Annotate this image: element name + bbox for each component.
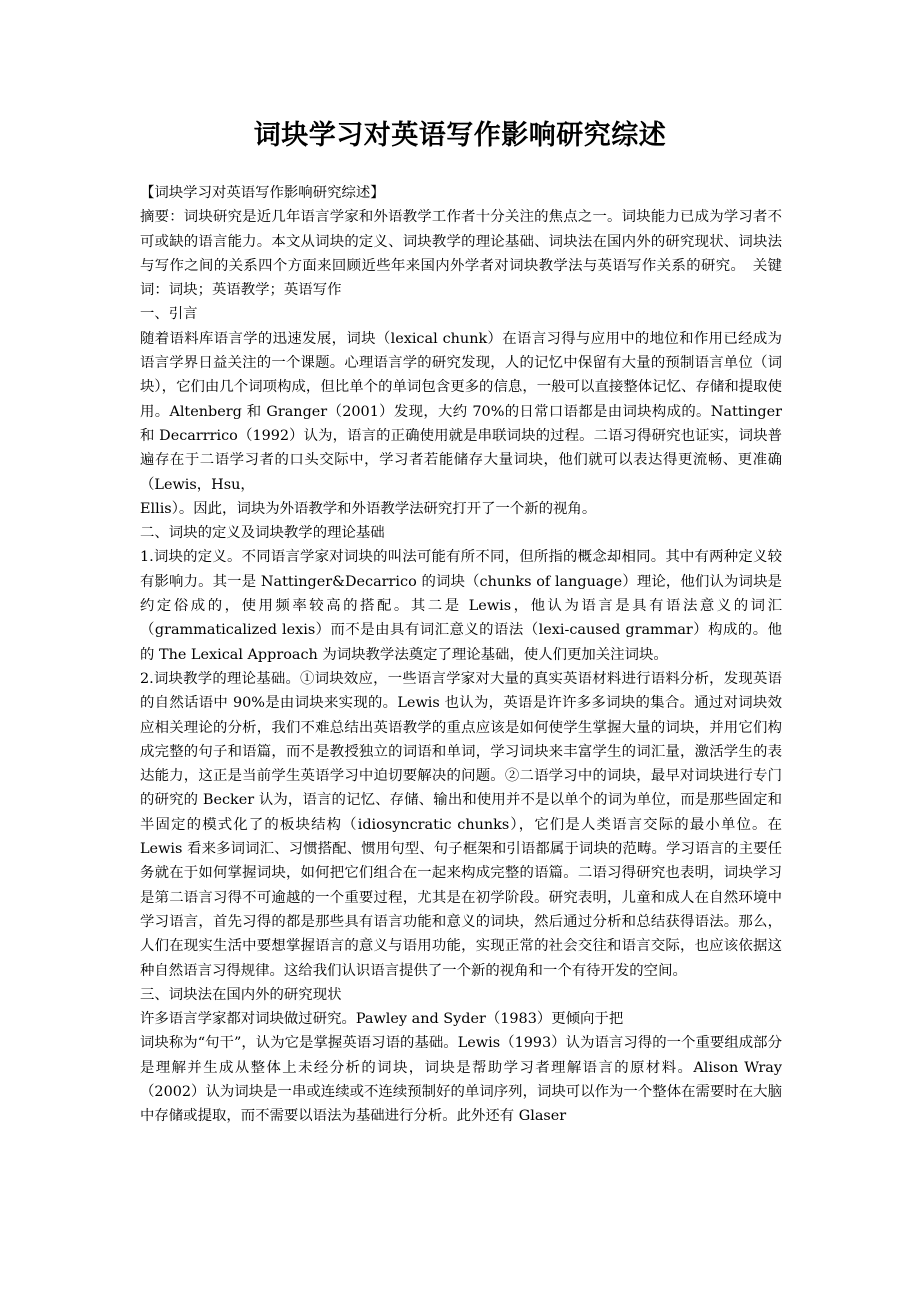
paragraph-introduction: 随着语料库语言学的迅速发展，词块（lexical chunk）在语言习得与应用中的地位和作用已经成为语言学界日益关注的一个课题。心理语言学的研究发现，人的记忆中保留有大量的预制语言单位（词块），它们由几个词项构成，但比单个的单词包含更多的信息，一般可以直接整体记忆、存储和提取使用。Altenberg 和 Granger（2001）发现，大约 70%的日常口语都是由词块构成的。Nattinger 和 Decarrrico（1992）认为，语言的正确使用就是串联词块的过程。二语习得研究也证实，词块普遍存在于二语学习者的口头交际中，学习者若能储存大量词块，他们就可以表达得更流畅、更准确（Lewis，Hsu， [140,330,782,493]
paragraph-research-intro: 许多语言学家都对词块做过研究。Pawley and Syder（1983）更倾向于把 [140,1011,624,1028]
paragraph-definition: 1.词块的定义。不同语言学家对词块的叫法可能有所不同，但所指的概念却相同。其中有两种定义较有影响力。其一是 Nattinger&Decarrico 的词块（chunks of language）理论，他们认为词块是约定俗成的，使用频率较高的搭配。其二是 Lewis，他认为语言是具有语法意义的词汇（grammaticalized lexis）而不是由具有词汇意义的语法（lexi-caused grammar）构成的。他的 The Lexical Approach 为词块教学法奠定了理论基础，使人们更加关注词块。 [140,549,782,663]
paragraph-research-body: 词块称为“句干”，认为它是掌握英语习语的基础。Lewis（1993）认为语言习得的一个重要组成部分是理解并生成从整体上未经分析的词块，词块是帮助学习者理解语言的原材料。Alison Wray（2002）认为词块是一串或连续或不连续预制好的单词序列，词块可以作为一个整体在需要时在大脑中存储或提取，而不需要以语法为基础进行分析。此外还有 Glaser [140,1035,782,1125]
paragraph-abstract: 摘要：词块研究是近几年语言学家和外语教学工作者十分关注的焦点之一。词块能力已成为学习者不可或缺的语言能力。本文从词块的定义、词块教学的理论基础、词块法在国内外的研究现状、词块法与写作之间的关系四个方面来回顾近些年来国内外学者对词块教学法与英语写作关系的研究。 关键词：词块；英语教学；英语写作 [140,209,782,299]
paragraph-theory: 2.词块教学的理论基础。①词块效应，一些语言学家对大量的真实英语材料进行语料分析，发现英语的自然话语中 90%是由词块来实现的。Lewis 也认为，英语是许许多多词块的集合。通过对词块效应相关理论的分析，我们不难总结出英语教学的重点应该是如何使学生掌握大量的词块，并用它们构成完整的句子和语篇，而不是教授独立的词语和单词，学习词块来丰富学生的词汇量，激活学生的表达能力，这正是当前学生英语学习中迫切要解决的问题。②二语学习中的词块，最早对词块进行专门的研究的 Becker 认为，语言的记忆、存储、输出和使用并不是以单个的词为单位，而是那些固定和半固定的模式化了的板块结构（idiosyncratic chunks），它们是人类语言交际的最小单位。在 Lewis 看来多词词汇、习惯搭配、惯用句型、句子框架和引语都属于词块的范畴。学习语言的主要任务就在于如何掌握词块，如何把它们组合在一起来构成完整的语篇。二语习得研究也表明，词块学习是第二语言习得不可逾越的一个重要过程，尤其是在初学阶段。研究表明，儿童和成人在自然环境中学习语言，首先习得的都是那些具有语言功能和意义的词块，然后通过分析和总结获得语法。那么，人们在现实生活中要想掌握语言的意义与语用功能，实现正常的社会交往和语言交际，也应该依据这种自然语言习得规律。这给我们认识语言提供了一个新的视角和一个有待开发的空间。 [140,670,782,979]
section-heading-definition: 二、词块的定义及词块教学的理论基础 [140,525,385,542]
section-heading-research-status: 三、词块法在国内外的研究现状 [140,986,342,1003]
section-heading-introduction: 一、引言 [140,306,198,323]
paragraph-introduction-end: Ellis）。因此，词块为外语教学和外语教学法研究打开了一个新的视角。 [140,500,597,517]
document-title: 词块学习对英语写作影响研究综述 [253,120,667,151]
paragraph-heading-bracket: 【词块学习对英语写作影响研究综述】 [140,185,385,201]
document-body [140,181,782,1129]
